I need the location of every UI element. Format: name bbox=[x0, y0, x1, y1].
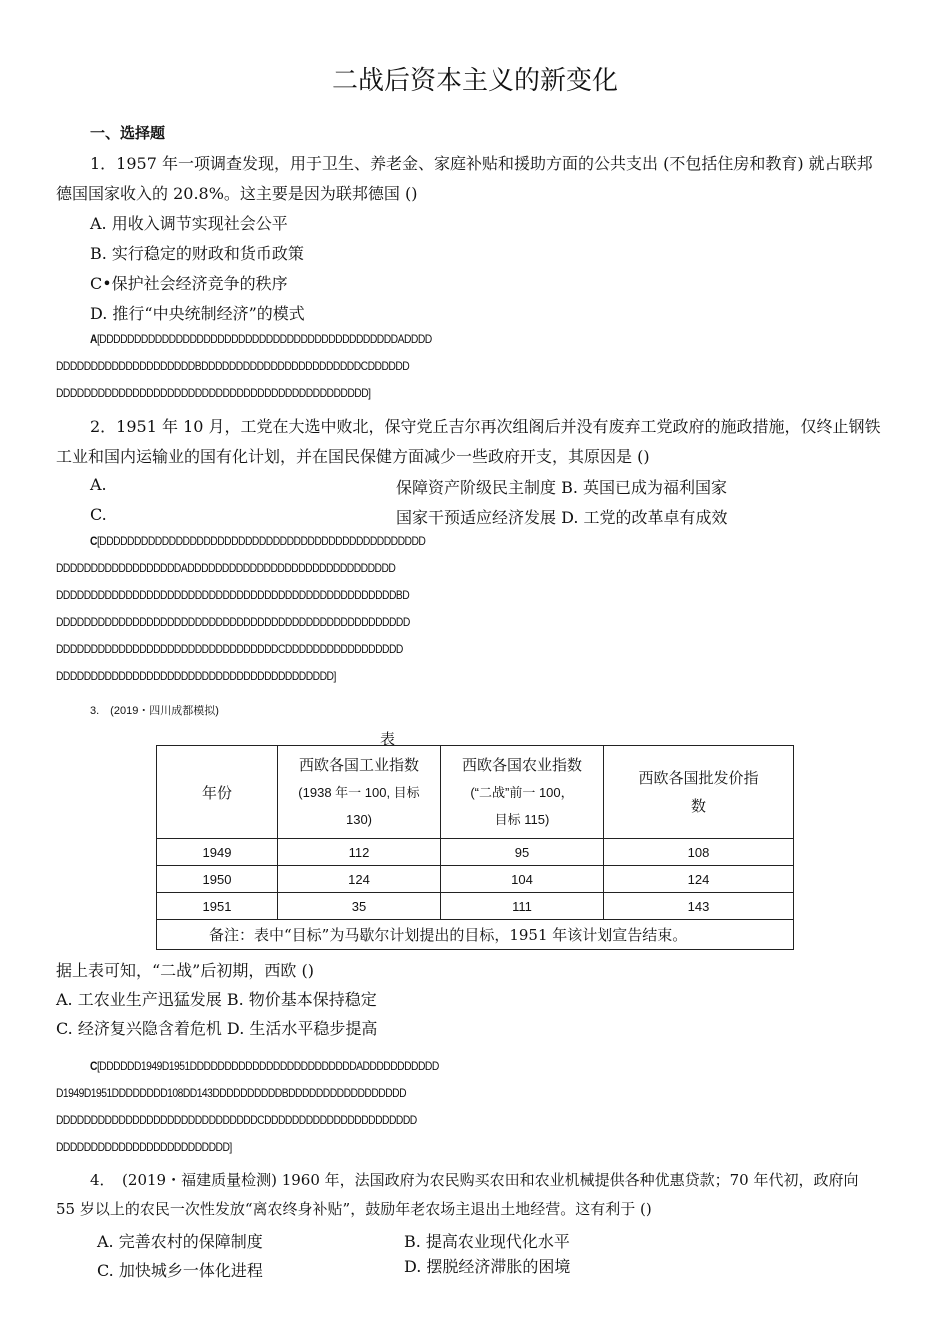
q1-option-b: B. 实行稳定的财政和货币政策 bbox=[90, 244, 304, 263]
q2-answer-line3: DDDDDDDDDDDDDDDDDDDDDDDDDDDDDDDDDDDDDDDDDDDDDDDDDBD bbox=[56, 588, 410, 602]
cell-agriculture: 95 bbox=[441, 839, 604, 866]
q2-option-a-b-text: 保障资产阶级民主制度 B. 英国已成为福利国家 bbox=[396, 478, 728, 497]
table-row bbox=[157, 866, 794, 893]
q1-option-c: C•保护社会经济竞争的秩序 bbox=[90, 274, 288, 293]
cell-industry: 112 bbox=[278, 839, 441, 866]
q3-answer-line3: DDDDDDDDDDDDDDDDDDDDDDDDDDDDDCDDDDDDDDDDDDDDDDDDDDDD bbox=[56, 1113, 417, 1127]
q2-option-a-label: A. bbox=[90, 475, 107, 494]
table-row bbox=[157, 839, 794, 866]
table-row bbox=[157, 893, 794, 920]
q2-answer-line1: C[DDDDDDDDDDDDDDDDDDDDDDDDDDDDDDDDDDDDDDDDDDDDDDD bbox=[90, 534, 426, 548]
q2-option-c-d-text: 国家干预适应经济发展 D. 工党的改革卓有成效 bbox=[396, 508, 728, 527]
cell-industry: 124 bbox=[278, 866, 441, 893]
q4-stem-line1: 4． (2019・福建质量检测) 1960 年，法国政府为农民购买农田和农业机械提供各种优惠贷款；70 年代初，政府向 bbox=[90, 1171, 859, 1189]
section-heading: 一、选择题 bbox=[90, 124, 166, 142]
header-price: 西欧各国批发价指 数 bbox=[604, 746, 794, 839]
table-note-row bbox=[157, 920, 794, 950]
q1-answer-line3: DDDDDDDDDDDDDDDDDDDDDDDDDDDDDDDDDDDDDDDDDDDDD] bbox=[56, 386, 371, 400]
q3-stem: 据上表可知，“二战”后初期，西欧 () bbox=[56, 961, 314, 980]
cell-agriculture: 111 bbox=[441, 893, 604, 920]
q3-answer-line1: C[DDDDDD1949D1951DDDDDDDDDDDDDDDDDDDDDDDDADDDDDDDDDDD bbox=[90, 1059, 439, 1073]
q1-stem-line2: 德国国家收入的 20.8%。这主要是因为联邦德国 () bbox=[56, 184, 418, 203]
q4-option-d: D. 摆脱经济滞胀的困境 bbox=[404, 1257, 571, 1276]
q2-answer-line4: DDDDDDDDDDDDDDDDDDDDDDDDDDDDDDDDDDDDDDDDDDDDDDDDDDD bbox=[56, 615, 410, 629]
cell-year: 1950 bbox=[157, 866, 278, 893]
page-title: 二战后资本主义的新变化 bbox=[331, 66, 618, 96]
cell-year: 1951 bbox=[157, 893, 278, 920]
q2-answer-line5: DDDDDDDDDDDDDDDDDDDDDDDDDDDDDDDDCDDDDDDDDDDDDDDDDD bbox=[56, 642, 403, 656]
table-note: 备注：表中“目标”为马歇尔计划提出的目标，1951 年该计划宣告结束。 bbox=[157, 920, 794, 950]
q3-data-table bbox=[156, 745, 794, 950]
q3-answer-line4: DDDDDDDDDDDDDDDDDDDDDDDDD] bbox=[56, 1140, 232, 1154]
q2-option-c-label: C. bbox=[90, 505, 107, 524]
cell-year: 1949 bbox=[157, 839, 278, 866]
q1-answer-line1: A[DDDDDDDDDDDDDDDDDDDDDDDDDDDDDDDDDDDDDDDDDDDADDDD bbox=[90, 332, 432, 346]
header-industry: 西欧各国工业指数 (1938 年一 100, 目标 130) bbox=[278, 746, 441, 839]
cell-industry: 35 bbox=[278, 893, 441, 920]
q3-options-ab: A. 工农业生产迅猛发展 B. 物价基本保持稳定 bbox=[56, 990, 377, 1009]
q4-stem-line2: 55 岁以上的农民一次性发放“离农终身补贴”，鼓励年老农场主退出土地经营。这有利于 () bbox=[56, 1200, 652, 1218]
cell-price: 108 bbox=[604, 839, 794, 866]
q1-answer-line2: DDDDDDDDDDDDDDDDDDDDBDDDDDDDDDDDDDDDDDDDDDDDCDDDDDD bbox=[56, 359, 410, 373]
cell-price: 143 bbox=[604, 893, 794, 920]
q2-answer-line6: DDDDDDDDDDDDDDDDDDDDDDDDDDDDDDDDDDDDDDDD] bbox=[56, 669, 336, 683]
cell-price: 124 bbox=[604, 866, 794, 893]
q3-answer-line2: D1949D1951DDDDDDDD108DD143DDDDDDDDDDBDDDDDDDDDDDDDDDDD bbox=[56, 1086, 407, 1100]
q2-answer-line2: DDDDDDDDDDDDDDDDDDADDDDDDDDDDDDDDDDDDDDDDDDDDDDDD bbox=[56, 561, 396, 575]
q3-table-caption: 表 bbox=[380, 730, 396, 748]
q1-option-a: A. 用收入调节实现社会公平 bbox=[90, 214, 288, 233]
q1-option-d: D. 推行“中央统制经济”的模式 bbox=[90, 304, 305, 323]
q3-heading: 3. (2019・四川成都模拟) bbox=[90, 705, 219, 717]
table-header-row bbox=[157, 746, 794, 839]
q3-options-cd: C. 经济复兴隐含着危机 D. 生活水平稳步提高 bbox=[56, 1019, 378, 1038]
q2-stem-line2: 工业和国内运输业的国有化计划，并在国民保健方面减少一些政府开支，其原因是 () bbox=[56, 447, 650, 466]
cell-agriculture: 104 bbox=[441, 866, 604, 893]
q2-stem-line1: 2．1951 年 10 月，工党在大选中败北，保守党丘吉尔再次组阁后并没有废弃工党政府的施政措施，仅终止钢铁 bbox=[90, 417, 881, 436]
q4-option-b: B. 提高农业现代化水平 bbox=[404, 1232, 570, 1251]
q4-option-a: A. 完善农村的保障制度 bbox=[97, 1232, 263, 1251]
q4-option-c: C. 加快城乡一体化进程 bbox=[97, 1261, 263, 1280]
header-year: 年份 bbox=[157, 746, 278, 839]
header-agriculture: 西欧各国农业指数 (“二战”前一 100， 目标 115) bbox=[441, 746, 604, 839]
q1-stem-line1: 1．1957 年一项调查发现，用于卫生、养老金、家庭补贴和援助方面的公共支出 (不包括住房和教育) 就占联邦 bbox=[90, 154, 873, 173]
